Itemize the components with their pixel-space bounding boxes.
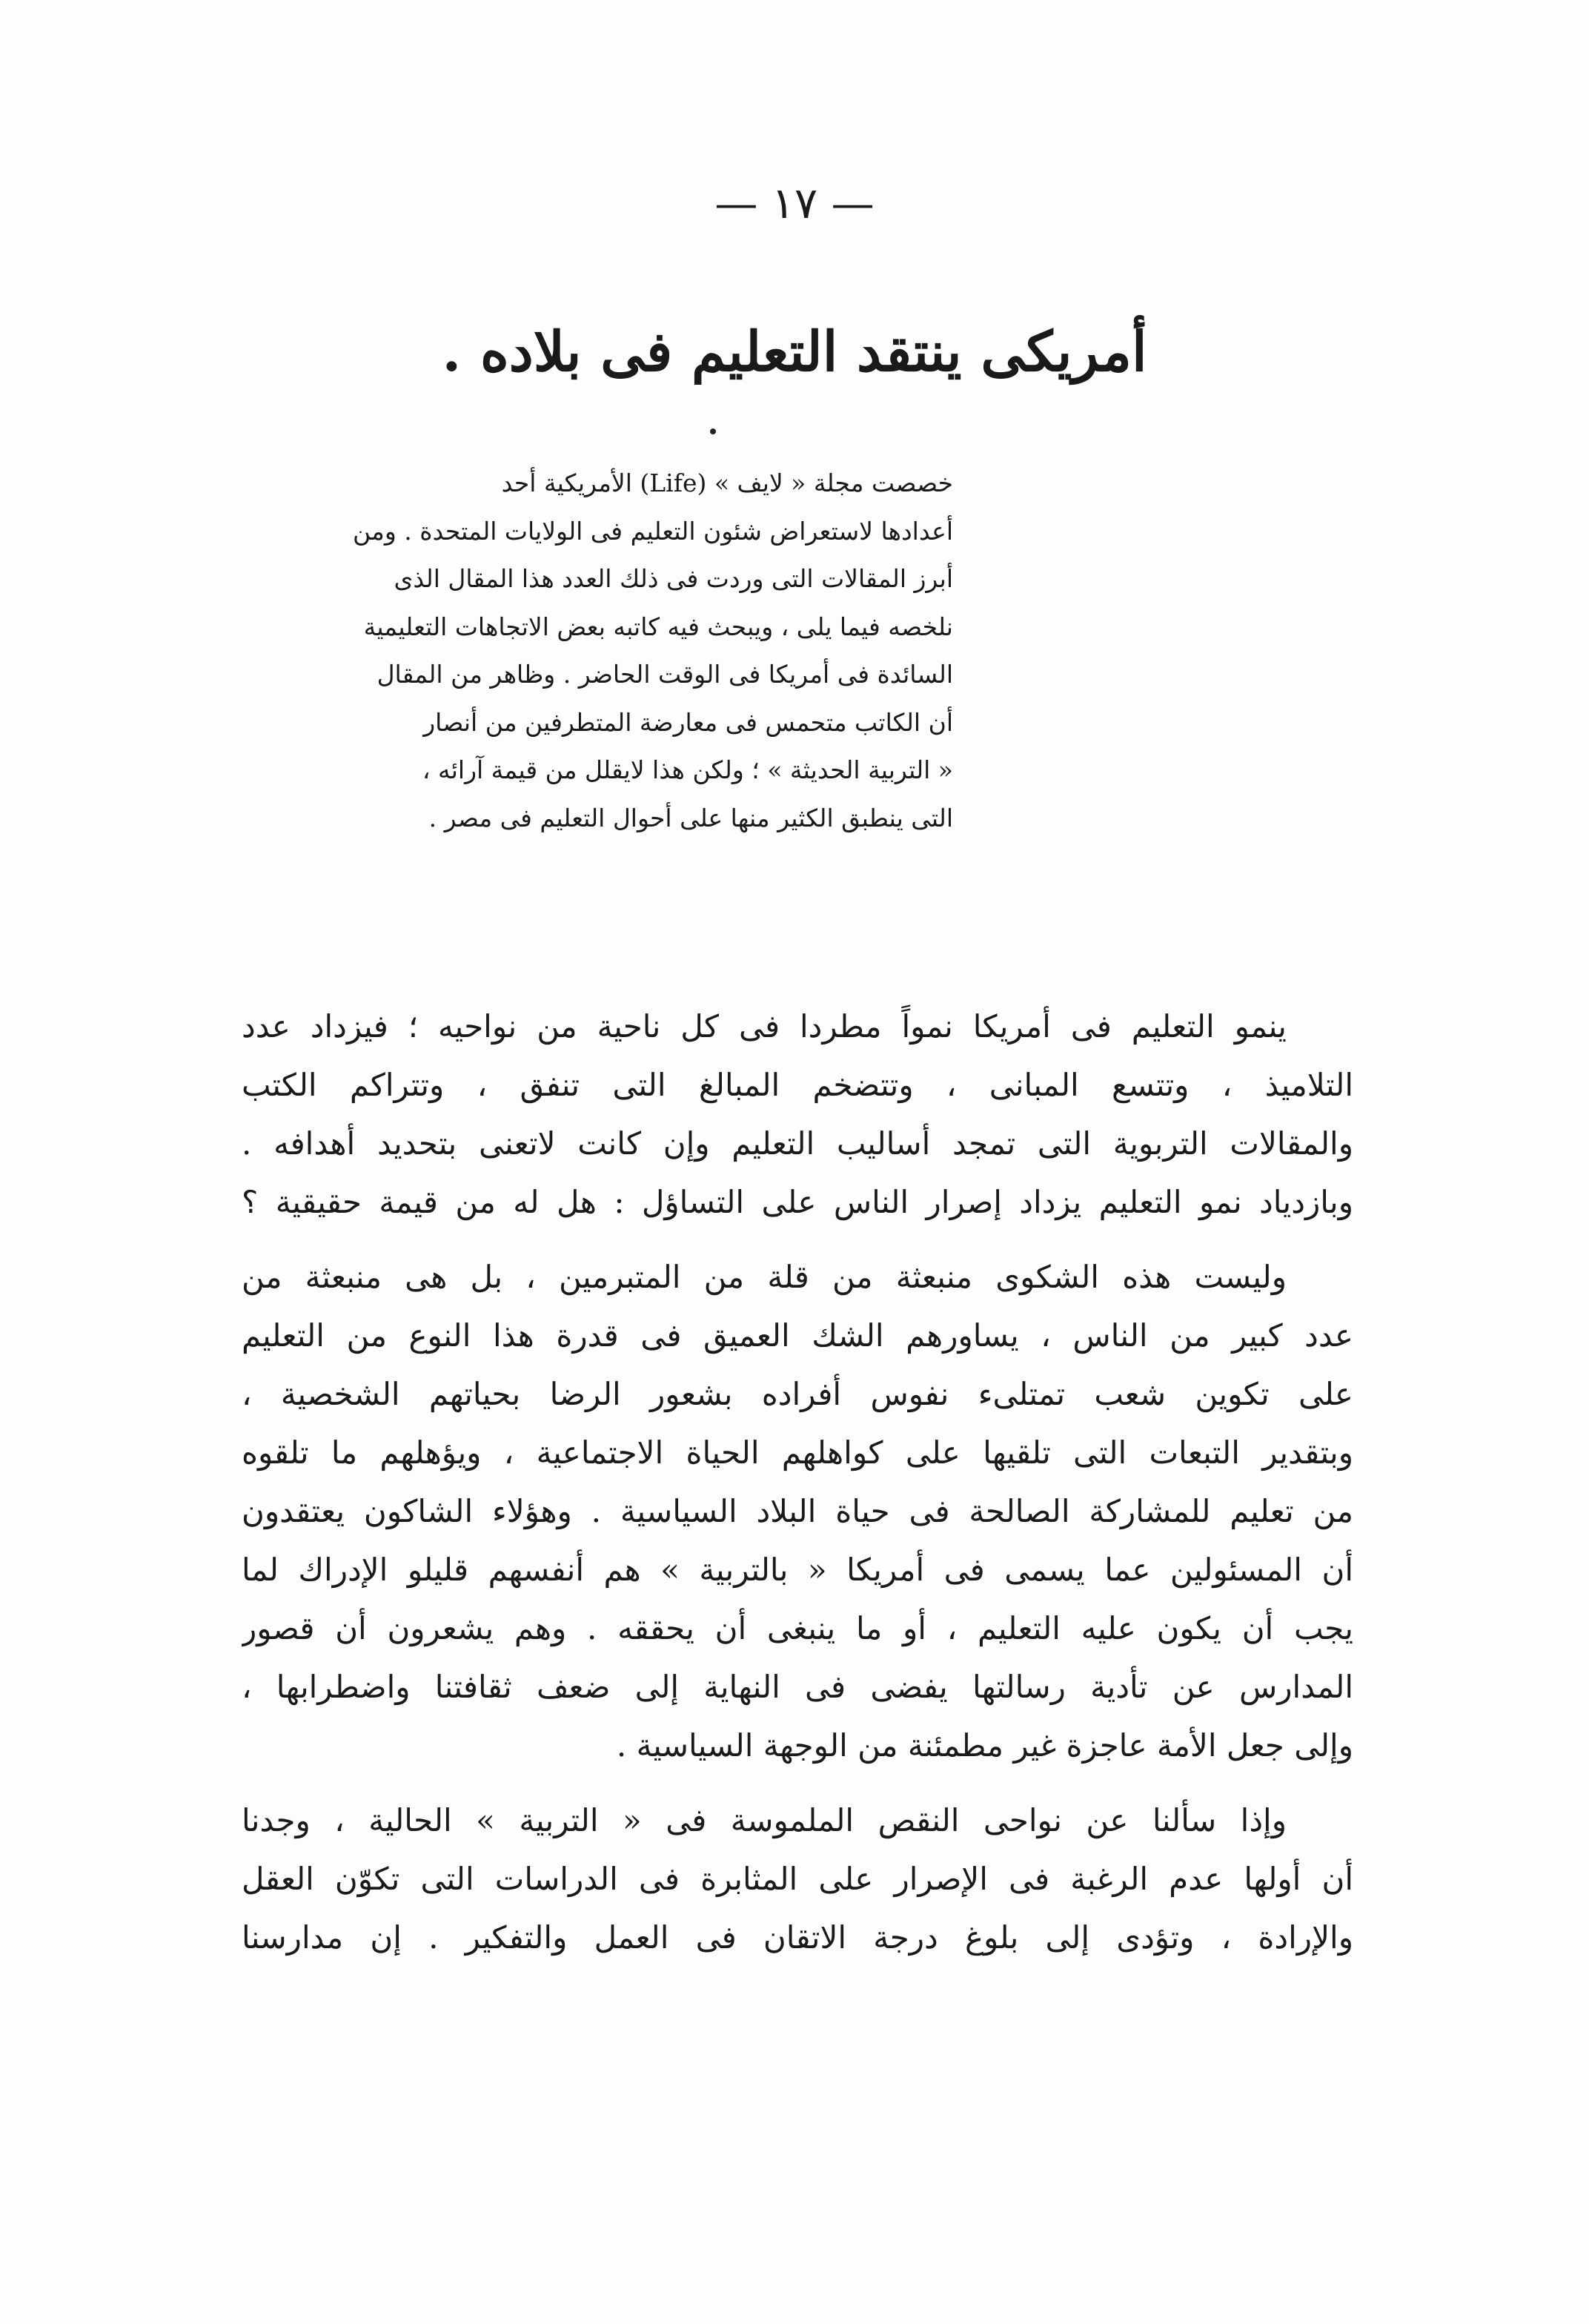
article-title: أمريكى ينتقد التعليم فى بلاده . — [442, 320, 1147, 384]
body-line: والإرادة ، وتؤدى إلى بلوغ درجة الاتقان فى العمل والتفكير . إن مدارسنا — [242, 1919, 1353, 1956]
body-line: وإذا سألنا عن نواحى النقص الملموسة فى « التربية » الحالية ، وجدنا — [242, 1802, 1287, 1838]
paragraph-2 — [242, 1248, 1353, 1775]
body-line: وليست هذه الشكوى منبعثة من قلة من المتبرمين ، بل هى منبعثة من — [242, 1259, 1287, 1295]
abstract-line: نلخصه فيما يلى ، ويبحث فيه كاتبه بعض الاتجاهات التعليمية — [363, 612, 953, 641]
body-line: التلاميذ ، وتتسع المبانى ، وتتضخم المبالغ التى تنفق ، وتتراكم الكتب — [242, 1067, 1353, 1103]
abstract-line: خصصت مجلة « لايف » (Life) الأمريكية أحد — [501, 469, 953, 497]
body-line: المدارس عن تأدية رسالتها يفضى فى النهاية إلى ضعف ثقافتنا واضطرابها ، — [242, 1669, 1353, 1705]
body-line: أن المسئولين عما يسمى فى أمريكا « بالتربية » هم أنفسهم قليلو الإدراك لما — [242, 1552, 1353, 1588]
body-line: من تعليم للمشاركة الصالحة فى حياة البلاد السياسية . وهؤلاء الشاكون يعتقدون — [242, 1493, 1353, 1529]
body-line: أن أولها عدم الرغبة فى الإصرار على المثابرة فى الدراسات التى تكوّن العقل — [242, 1861, 1353, 1897]
body-line: وبازدياد نمو التعليم يزداد إصرار الناس على التساؤل : هل له من قيمة حقيقية ؟ — [242, 1184, 1353, 1220]
title-ink-mark — [710, 428, 716, 434]
body-line: يجب أن يكون عليه التعليم ، أو ما ينبغى أن يحققه . وهم يشعرون أن قصور — [242, 1610, 1353, 1646]
body-line: وإلى جعل الأمة عاجزة غير مطمئنة من الوجهة السياسية . — [616, 1727, 1353, 1764]
article-abstract — [338, 460, 953, 842]
article-body — [242, 997, 1353, 1983]
abstract-line: أبرز المقالات التى وردت فى ذلك العدد هذا المقال الذى — [394, 564, 953, 593]
page-number: — ١٧ — — [714, 178, 875, 228]
abstract-line: أعدادها لاستعراض شئون التعليم فى الولايات المتحدة . ومن — [353, 516, 953, 546]
abstract-line: السائدة فى أمريكا فى الوقت الحاضر . وظاهر من المقال — [376, 660, 953, 689]
body-line: عدد كبير من الناس ، يساورهم الشك العميق فى قدرة هذا النوع من التعليم — [242, 1317, 1353, 1354]
abstract-line: « التربية الحديثة » ؛ ولكن هذا لايقلل من قيمة آرائه ، — [422, 755, 953, 784]
body-line: والمقالات التربوية التى تمجد أساليب التعليم وإن كانت لاتعنى بتحديد أهدافه . — [242, 1125, 1353, 1162]
paragraph-1 — [242, 997, 1353, 1231]
body-line: على تكوين شعب تمتلىء نفوس أفراده بشعور الرضا بحياتهم الشخصية ، — [242, 1376, 1353, 1412]
body-line: وبتقدير التبعات التى تلقيها على كواهلهم الحياة الاجتماعية ، ويؤهلهم ما تلقوه — [242, 1434, 1353, 1471]
body-line: ينمو التعليم فى أمريكا نمواً مطردا فى كل ناحية من نواحيه ؛ فيزداد عدد — [242, 1008, 1287, 1045]
abstract-line: أن الكاتب متحمس فى معارضة المتطرفين من أنصار — [423, 707, 953, 737]
paragraph-3 — [242, 1791, 1353, 1967]
abstract-line: التى ينطبق الكثير منها على أحوال التعليم فى مصر . — [428, 803, 953, 832]
